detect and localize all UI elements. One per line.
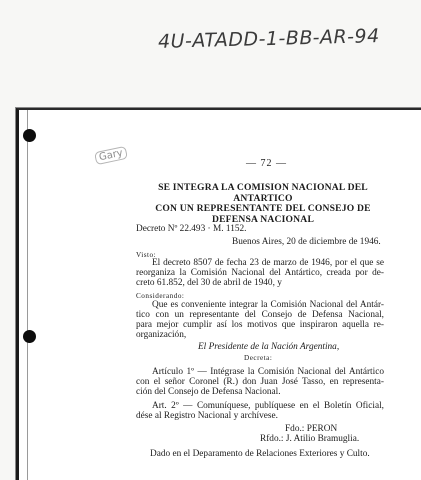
closing-line: Dado en el Deparamento de Relaciones Exteriores y Culto.: [150, 449, 370, 459]
articulo-2-line: dése al Registro Nacional y archívese.: [136, 411, 278, 421]
considerando-line: organización,: [136, 330, 187, 340]
decreta-label: Decreta:: [244, 354, 273, 362]
decree-number: Decreto Nº 22.493 · M. 1152.: [136, 224, 247, 234]
title-line: CON UN REPRESENTANTE DEL CONSEJO DE: [155, 203, 371, 214]
page-number: — 72 —: [246, 158, 287, 169]
visto-line: El decreto 8507 de fecha 23 de marzo de 1946, por el que se: [152, 258, 384, 268]
visto-label: Visto:: [136, 251, 157, 259]
visto-line: creto 61.852, del 30 de abril de 1940, y: [136, 278, 282, 288]
punch-hole-bottom: [23, 330, 36, 343]
place-date: Buenos Aires, 20 de diciembre de 1946.: [232, 237, 381, 247]
punch-hole-top: [23, 129, 36, 142]
document-title: [128, 183, 398, 225]
sheet-edge: [27, 110, 28, 480]
articulo-1-line: ción del Consejo de Defensa Nacional.: [136, 387, 281, 397]
signature-peron: Fdo.: PERON: [285, 424, 338, 434]
title-line: SE INTEGRA LA COMISION NACIONAL DEL ANTARTICO: [158, 182, 368, 204]
pencil-annotation: Gary: [94, 146, 128, 165]
title-line: DEFENSA NACIONAL: [211, 213, 315, 225]
considerando-line: Que es conveniente integrar la Comisión Nacional del Antár-: [152, 300, 384, 310]
articulo-1-line: con el señor Coronel (R.) don Juan José Tasso, en representa-: [136, 377, 384, 387]
articulo-2-line: Art. 2º — Comuníquese, publíquese en el Boletín Oficial,: [152, 401, 384, 411]
articulo-1-line: Artículo 1º — Intégrase la Comisión Nacional del Antártico: [152, 367, 384, 377]
signature-bramuglia: Rfdo.: J. Atilio Bramuglia.: [260, 434, 360, 444]
handwritten-reference: 4U-ATADD-1-BB-AR-94: [157, 25, 380, 53]
president-line: El Presidente de la Nación Argentina,: [198, 342, 340, 352]
considerando-line: tico con un representante del Consejo de Defensa Nacional,: [136, 310, 384, 320]
considerando-line: para mejor cumplir así los motivos que inspiraron aquella re-: [136, 320, 384, 330]
considerando-label: Considerando:: [136, 292, 185, 300]
visto-line: reorganiza la Comisión Nacional del Antártico, creada por de-: [136, 268, 384, 278]
document-sheet: [16, 108, 421, 480]
